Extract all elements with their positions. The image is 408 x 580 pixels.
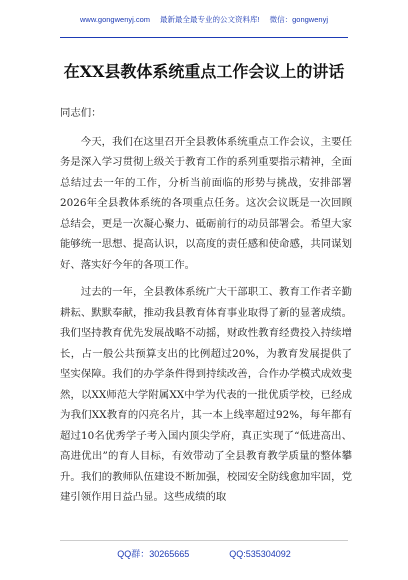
- website-link[interactable]: www.gongwenyj.com: [80, 15, 151, 24]
- paragraph-1: 今天，我们在这里召开全县教体系统重点工作会议，主要任务是深入学习贯彻上级关于教育工作的系列重要指示精神，全面总结过去一年的工作，分析当前面临的形势与挑战，安排部署2026年全县教体系统的各项重点任务。这次会议既是一次回顾总结会，更是一次凝心聚力、砥砺前行的动员部署会。希望大家能够统一思想、提高认识，以高度的责任感和使命感，共同谋划好、落实好今年的各项工作。: [60, 135, 352, 271]
- qq-group-number: QQ群：30265665: [117, 549, 190, 559]
- document-title: 在XX县教体系统重点工作会议上的讲话: [63, 62, 345, 81]
- document-body: [60, 103, 352, 515]
- footer-divider: [60, 540, 348, 541]
- page-header: [0, 14, 408, 25]
- greeting: 同志们：: [60, 107, 102, 119]
- wechat-id: 微信：gongwenyj: [269, 15, 328, 24]
- qq-number: QQ:535304092: [229, 549, 291, 559]
- header-divider: [60, 37, 348, 38]
- paragraph-2: 过去的一年，全县教体系统广大干部职工、教育工作者辛勤耕耘、默默奉献，推动我县教育体育事业取得了新的显著成绩。我们坚持教育优先发展战略不动摇，财政性教育经费投入持续增长，占一般公共预算支出的比例超过20%，为教育发展提供了坚实保障。我们的办学条件得到持续改善，合作办学模式成效斐然，以XX师范大学附属XX中学为代表的一批优质学校，已经成为我们XX教育的闪亮名片，其一本上线率超过92%，每年都有超过10名优秀学子考入国内顶尖学府，真正实现了“低进高出、高进优出”的育人目标，有效带动了全县教育教学质量的整体攀升。我们的教师队伍建设不断加强，校园安全防线愈加牢固，党建引领作用日益凸显。这些成绩的取: [60, 286, 352, 503]
- header-tagline: 最新最全最专业的公文资料库!: [160, 15, 260, 24]
- page-footer: [0, 547, 408, 560]
